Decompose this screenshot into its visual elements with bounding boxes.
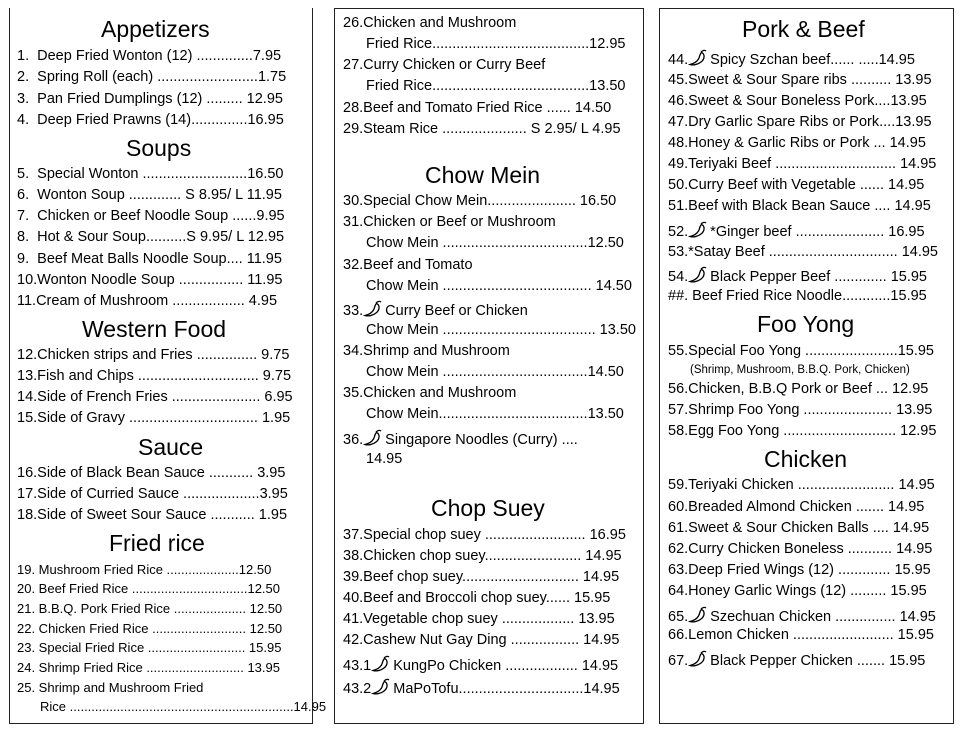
menu-item: 13.Fish and Chips .............................. 9.75	[17, 368, 292, 384]
menu-item: 24. Shrimp Fried Rice ........................... 13.95	[17, 660, 280, 675]
menu-item: 16.Side of Black Bean Sauce ........... 3.95	[17, 465, 286, 481]
menu-item-continued: Fried Rice.......................................13.50	[366, 78, 626, 94]
menu-item: 49.Teriyaki Beef .............................. 14.95	[668, 156, 937, 172]
chili-pepper-icon	[688, 49, 708, 72]
menu-item: 59.Teriyaki Chicken ........................ 14.95	[668, 477, 935, 493]
menu-item: ##. Beef Fried Rice Noodle............15.95	[668, 288, 927, 304]
chili-pepper-icon	[371, 655, 391, 678]
item-name: MaPoTofu...............................14.95	[393, 681, 620, 697]
menu-item-continued: 14.95	[366, 451, 403, 467]
menu-item: 27.Curry Chicken or Curry Beef	[343, 57, 546, 73]
item-number: 65.	[668, 609, 689, 625]
item-number: 67.	[668, 653, 689, 669]
item-number: 43.2	[343, 681, 372, 697]
menu-item: 64.Honey Garlic Wings (12) ......... 15.95	[668, 583, 927, 599]
item-number: 36.	[343, 432, 364, 448]
chili-pepper-icon	[363, 300, 383, 323]
menu-item: 11.Cream of Mushroom .................. 4.95	[17, 293, 278, 309]
item-name: Curry Beef or Chicken	[385, 303, 528, 319]
section-title-fried-rice: Fried rice	[109, 530, 205, 556]
menu-item: 61.Sweet & Sour Chicken Balls .... 14.95	[668, 520, 930, 536]
menu-item: 18.Side of Sweet Sour Sauce ........... 1.95	[17, 507, 288, 523]
menu-item: 12.Chicken strips and Fries ............... 9.75	[17, 347, 290, 363]
menu-item-continued: Chow Mein ...................................... 13.50	[366, 322, 636, 338]
menu-item: 58.Egg Foo Yong ............................ 12.95	[668, 423, 937, 439]
item-number: 33.	[343, 303, 364, 319]
menu-item: 23. Special Fried Rice ........................... 15.95	[17, 640, 282, 655]
item-name: Singapore Noodles (Curry) ....	[385, 432, 578, 448]
menu-item: 8. Hot & Sour Soup..........S 9.95/ L 12.95	[17, 229, 285, 245]
chili-pepper-icon	[363, 429, 383, 452]
menu-item-continued: Chow Mein ....................................14.50	[366, 364, 624, 380]
menu-item-continued: Chow Mein ....................................12.50	[366, 235, 624, 251]
menu-item: 6. Wonton Soup ............. S 8.95/ L 11.95	[17, 187, 282, 203]
section-title-chow-mein: Chow Mein	[425, 162, 541, 188]
menu-item: 45.Sweet & Sour Spare ribs .......... 13.95	[668, 72, 932, 88]
menu-item: 29.Steam Rice ..................... S 2.95/ L 4.95	[343, 121, 621, 137]
item-number: 54.	[668, 269, 689, 285]
menu-item: 66.Lemon Chicken ......................... 15.95	[668, 627, 934, 643]
section-title-soups: Soups	[126, 135, 192, 161]
item-name: Szechuan Chicken ............... 14.95	[710, 609, 936, 625]
item-name: Black Pepper Chicken ....... 15.95	[710, 653, 926, 669]
menu-item: 56.Chicken, B.B.Q Pork or Beef ... 12.95	[668, 381, 929, 397]
chili-pepper-icon	[688, 266, 708, 289]
chili-pepper-icon	[688, 650, 708, 673]
menu-item: 25. Shrimp and Mushroom Fried	[17, 680, 204, 695]
menu-item: 21. B.B.Q. Pork Fried Rice .................... 12.50	[17, 601, 283, 616]
menu-item: 62.Curry Chicken Boneless ........... 14.95	[668, 541, 933, 557]
menu-item: 19. Mushroom Fried Rice ....................12.50	[17, 562, 272, 577]
menu-item-continued: Fried Rice.......................................12.95	[366, 36, 626, 52]
item-number: 44.	[668, 52, 689, 68]
menu-item-note: (Shrimp, Mushroom, B.B.Q. Pork, Chicken)	[690, 364, 910, 376]
menu-item: 60.Breaded Almond Chicken ....... 14.95	[668, 499, 925, 515]
menu-item	[668, 49, 915, 72]
menu-item: 10.Wonton Noodle Soup ................ 11.95	[17, 272, 283, 288]
menu-item: 31.Chicken or Beef or Mushroom	[343, 214, 556, 230]
menu-item: 4. Deep Fried Prawns (14)..............16.95	[17, 112, 284, 128]
menu-item: 1. Deep Fried Wonton (12) ..............7.95	[17, 48, 282, 64]
menu-item	[343, 300, 528, 323]
menu-item: 22. Chicken Fried Rice .......................... 12.50	[17, 621, 283, 636]
menu-item: 53.*Satay Beef ................................ 14.95	[668, 244, 938, 260]
menu-item: 47.Dry Garlic Spare Ribs or Pork....13.95	[668, 114, 932, 130]
menu-item: 17.Side of Curried Sauce ...................3.95	[17, 486, 288, 502]
menu-item	[343, 678, 620, 701]
item-name: KungPo Chicken .................. 14.95	[393, 658, 619, 674]
item-name: Black Pepper Beef ............. 15.95	[710, 269, 927, 285]
item-name: Spicy Szchan beef...... .....14.95	[710, 52, 915, 68]
menu-item: 35.Chicken and Mushroom	[343, 385, 517, 401]
menu-item-continued: Rice ..............................................................14.95	[40, 699, 327, 714]
menu-item: 42.Cashew Nut Gay Ding ................. 14.95	[343, 632, 620, 648]
menu-item-continued: Chow Mein ..................................... 14.50	[366, 278, 632, 294]
menu-item: 28.Beef and Tomato Fried Rice ...... 14.50	[343, 100, 612, 116]
menu-item	[668, 266, 927, 289]
section-title-western-food: Western Food	[82, 316, 227, 342]
chili-pepper-icon	[371, 678, 391, 701]
menu-item	[668, 221, 925, 244]
menu-item: 63.Deep Fried Wings (12) ............. 15.95	[668, 562, 931, 578]
menu-item: 30.Special Chow Mein...................... 16.50	[343, 193, 617, 209]
menu-item: 5. Special Wonton ..........................16.50	[17, 166, 284, 182]
item-name: *Ginger beef ...................... 16.95	[710, 224, 925, 240]
item-number: 52.	[668, 224, 689, 240]
menu-item: 48.Honey & Garlic Ribs or Pork ... 14.95	[668, 135, 926, 151]
menu-item: 38.Chicken chop suey........................ 14.95	[343, 548, 622, 564]
menu-item: 50.Curry Beef with Vegetable ...... 14.95	[668, 177, 925, 193]
menu-item: 40.Beef and Broccoli chop suey...... 15.95	[343, 590, 611, 606]
menu-item: 7. Chicken or Beef Noodle Soup ......9.95	[17, 208, 285, 224]
section-title-chop-suey: Chop Suey	[431, 495, 545, 521]
menu-item: 32.Beef and Tomato	[343, 257, 473, 273]
section-title-chicken: Chicken	[764, 446, 848, 472]
section-title-appetizers: Appetizers	[101, 16, 210, 42]
menu-item	[343, 655, 618, 678]
menu-item: 2. Spring Roll (each) .........................1.75	[17, 69, 287, 85]
menu-item	[343, 429, 578, 452]
menu-item: 34.Shrimp and Mushroom	[343, 343, 510, 359]
menu-item: 3. Pan Fried Dumplings (12) ......... 12.95	[17, 91, 283, 107]
menu-item	[668, 650, 925, 673]
menu-item: 51.Beef with Black Bean Sauce .... 14.95	[668, 198, 931, 214]
section-title-pork-beef: Pork & Beef	[742, 16, 865, 42]
section-title-foo-yong: Foo Yong	[757, 311, 855, 337]
menu-item: 15.Side of Gravy ................................ 1.95	[17, 410, 291, 426]
menu-item: 55.Special Foo Yong .......................15.95	[668, 343, 934, 359]
menu-item: 37.Special chop suey ......................... 16.95	[343, 527, 626, 543]
menu-item: 46.Sweet & Sour Boneless Pork....13.95	[668, 93, 927, 109]
chili-pepper-icon	[688, 221, 708, 244]
menu-item-continued: Chow Mein.....................................13.50	[366, 406, 624, 422]
menu-item: 39.Beef chop suey............................. 14.95	[343, 569, 620, 585]
menu-item: 9. Beef Meat Balls Noodle Soup.... 11.95	[17, 251, 282, 267]
menu-item: 57.Shrimp Foo Yong ...................... 13.95	[668, 402, 933, 418]
menu-item: 41.Vegetable chop suey .................. 13.95	[343, 611, 615, 627]
item-number: 43.1	[343, 658, 372, 674]
menu-item: 20. Beef Fried Rice ................................12.50	[17, 581, 280, 596]
menu-item: 14.Side of French Fries ...................... 6.95	[17, 389, 293, 405]
section-title-sauce: Sauce	[138, 434, 204, 460]
menu-item: 26.Chicken and Mushroom	[343, 15, 517, 31]
